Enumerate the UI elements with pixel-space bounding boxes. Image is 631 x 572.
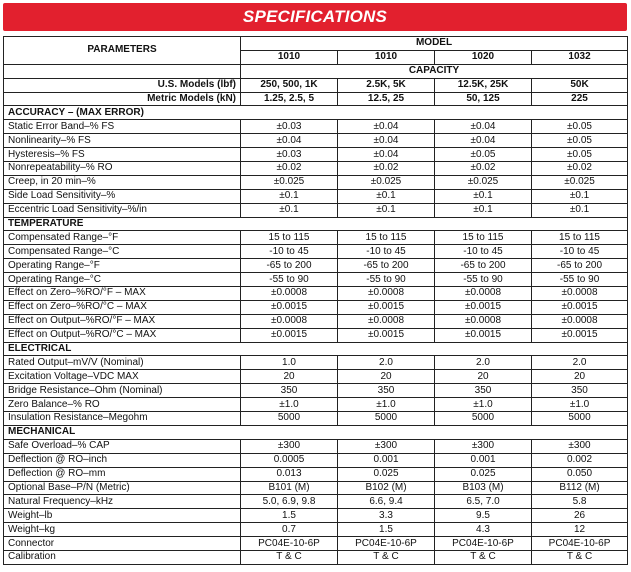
spec-row: [4, 231, 628, 245]
spec-value: ±0.04: [338, 120, 435, 134]
model-number: 1010: [241, 50, 338, 64]
model-number: 1020: [435, 50, 532, 64]
header-row-capacity: [4, 64, 628, 78]
spec-value: -10 to 45: [241, 245, 338, 259]
spec-value: 0.001: [338, 453, 435, 467]
capacity-header: CAPACITY: [241, 64, 628, 78]
spec-label: Creep, in 20 min–%: [4, 175, 241, 189]
spec-value: 2.0: [338, 356, 435, 370]
spec-row: [4, 245, 628, 259]
spec-value: PC04E-10-6P: [435, 537, 532, 551]
metric-models-row: [4, 92, 628, 106]
spec-value: 26: [532, 509, 628, 523]
metric-capacity-value: 1.25, 2.5, 5: [241, 92, 338, 106]
spec-value: ±0.0015: [532, 300, 628, 314]
spec-value: ±0.03: [241, 148, 338, 162]
spec-row: [4, 148, 628, 162]
section-header-row: [4, 425, 628, 439]
us-capacity-value: 12.5K, 25K: [435, 78, 532, 92]
spec-row: [4, 300, 628, 314]
spec-value: ±0.0015: [435, 328, 532, 342]
spec-value: 0.001: [435, 453, 532, 467]
us-capacity-value: 50K: [532, 78, 628, 92]
spec-label: Weight–lb: [4, 509, 241, 523]
spec-value: 0.013: [241, 467, 338, 481]
spec-value: 0.025: [435, 467, 532, 481]
spec-value: 20: [241, 370, 338, 384]
us-models-row: [4, 78, 628, 92]
spec-value: ±0.02: [241, 162, 338, 176]
model-number: 1032: [532, 50, 628, 64]
section-title: TEMPERATURE: [4, 217, 628, 231]
spec-value: PC04E-10-6P: [241, 537, 338, 551]
spec-value: T & C: [338, 550, 435, 564]
spec-row: [4, 467, 628, 481]
page-title: SPECIFICATIONS: [242, 7, 388, 26]
spec-value: -10 to 45: [435, 245, 532, 259]
spec-row: [4, 189, 628, 203]
spec-row: [4, 259, 628, 273]
spec-row: [4, 439, 628, 453]
spec-value: ±300: [532, 439, 628, 453]
spec-label: Rated Output–mV/V (Nominal): [4, 356, 241, 370]
section-title: MECHANICAL: [4, 425, 628, 439]
spec-label: Natural Frequency–kHz: [4, 495, 241, 509]
spec-label: Insulation Resistance–Megohm: [4, 412, 241, 426]
spec-label: Safe Overload–% CAP: [4, 439, 241, 453]
spec-row: [4, 356, 628, 370]
spec-value: ±0.1: [532, 203, 628, 217]
spec-value: ±0.0008: [338, 287, 435, 301]
section-header-row: [4, 342, 628, 356]
spec-label: Compensated Range–°F: [4, 231, 241, 245]
spec-label: Deflection @ RO–mm: [4, 467, 241, 481]
spec-value: 15 to 115: [241, 231, 338, 245]
spec-value: T & C: [241, 550, 338, 564]
spec-value: 6.6, 9.4: [338, 495, 435, 509]
spec-row: [4, 481, 628, 495]
spec-label: Connector: [4, 537, 241, 551]
spec-value: -65 to 200: [241, 259, 338, 273]
spec-row: [4, 537, 628, 551]
spec-value: 0.0005: [241, 453, 338, 467]
spec-value: ±0.0008: [435, 314, 532, 328]
spec-value: ±0.0015: [532, 328, 628, 342]
spec-row: [4, 162, 628, 176]
spec-row: [4, 550, 628, 564]
spec-value: ±0.0015: [241, 328, 338, 342]
spec-value: ±0.1: [435, 189, 532, 203]
model-header: MODEL: [241, 37, 628, 51]
spec-value: ±0.04: [435, 120, 532, 134]
spec-value: -65 to 200: [338, 259, 435, 273]
spec-value: ±0.0008: [532, 287, 628, 301]
spec-label: Compensated Range–°C: [4, 245, 241, 259]
spec-row: [4, 495, 628, 509]
specifications-table: [3, 36, 628, 565]
spec-value: ±0.04: [435, 134, 532, 148]
spec-value: B112 (M): [532, 481, 628, 495]
section-title: ACCURACY – (MAX ERROR): [4, 106, 628, 120]
spec-label: Operating Range–°C: [4, 273, 241, 287]
spec-value: T & C: [532, 550, 628, 564]
spec-label: Nonlinearity–% FS: [4, 134, 241, 148]
spec-label: Optional Base–P/N (Metric): [4, 481, 241, 495]
spec-value: 6.5, 7.0: [435, 495, 532, 509]
us-capacity-value: 2.5K, 5K: [338, 78, 435, 92]
spec-value: B103 (M): [435, 481, 532, 495]
spec-row: [4, 287, 628, 301]
spec-value: B102 (M): [338, 481, 435, 495]
spec-value: 5000: [338, 412, 435, 426]
spec-row: [4, 370, 628, 384]
section-header-row: [4, 217, 628, 231]
spec-label: Effect on Zero–%RO/°F – MAX: [4, 287, 241, 301]
spec-value: 350: [532, 384, 628, 398]
spec-value: ±0.0008: [435, 287, 532, 301]
spec-row: [4, 453, 628, 467]
spec-value: 350: [241, 384, 338, 398]
spec-value: ±0.0008: [241, 314, 338, 328]
spec-value: ±0.03: [241, 120, 338, 134]
spec-row: [4, 175, 628, 189]
spec-label: Bridge Resistance–Ohm (Nominal): [4, 384, 241, 398]
spec-value: -65 to 200: [532, 259, 628, 273]
spec-value: ±0.025: [532, 175, 628, 189]
spec-value: ±0.05: [532, 134, 628, 148]
spec-label: Excitation Voltage–VDC MAX: [4, 370, 241, 384]
spec-value: ±0.1: [338, 203, 435, 217]
spec-value: ±0.04: [338, 134, 435, 148]
spec-value: 0.050: [532, 467, 628, 481]
spec-value: ±0.025: [435, 175, 532, 189]
spec-value: ±0.04: [338, 148, 435, 162]
header-row-model: [4, 37, 628, 51]
spec-value: 1.5: [338, 523, 435, 537]
spec-value: ±0.02: [532, 162, 628, 176]
spec-value: B101 (M): [241, 481, 338, 495]
spec-label: Effect on Output–%RO/°C – MAX: [4, 328, 241, 342]
spec-value: ±1.0: [338, 398, 435, 412]
spec-label: Weight–kg: [4, 523, 241, 537]
metric-capacity-value: 225: [532, 92, 628, 106]
spec-value: 2.0: [435, 356, 532, 370]
spec-row: [4, 384, 628, 398]
spec-value: ±300: [435, 439, 532, 453]
spec-row: [4, 398, 628, 412]
spec-value: ±0.0008: [532, 314, 628, 328]
spec-value: 5.0, 6.9, 9.8: [241, 495, 338, 509]
spec-value: -65 to 200: [435, 259, 532, 273]
spec-value: ±0.1: [435, 203, 532, 217]
spec-value: ±0.025: [241, 175, 338, 189]
spec-value: 12: [532, 523, 628, 537]
spec-value: 350: [338, 384, 435, 398]
us-models-label: U.S. Models (lbf): [4, 78, 241, 92]
spec-label: Zero Balance–% RO: [4, 398, 241, 412]
spec-value: ±1.0: [241, 398, 338, 412]
spec-value: 3.3: [338, 509, 435, 523]
spec-value: ±300: [338, 439, 435, 453]
spec-row: [4, 203, 628, 217]
spec-value: -55 to 90: [241, 273, 338, 287]
spec-value: 1.0: [241, 356, 338, 370]
spec-value: ±300: [241, 439, 338, 453]
capacity-spacer: [4, 64, 241, 78]
spec-value: ±0.1: [241, 189, 338, 203]
specifications-banner: [3, 3, 627, 31]
section-title: ELECTRICAL: [4, 342, 628, 356]
spec-value: 20: [435, 370, 532, 384]
spec-value: -10 to 45: [338, 245, 435, 259]
spec-value: 9.5: [435, 509, 532, 523]
spec-value: ±0.1: [338, 189, 435, 203]
spec-value: 5000: [435, 412, 532, 426]
spec-row: [4, 523, 628, 537]
spec-value: -55 to 90: [338, 273, 435, 287]
spec-value: T & C: [435, 550, 532, 564]
spec-value: 15 to 115: [532, 231, 628, 245]
spec-value: 5.8: [532, 495, 628, 509]
metric-capacity-value: 50, 125: [435, 92, 532, 106]
spec-value: ±1.0: [532, 398, 628, 412]
spec-label: Deflection @ RO–inch: [4, 453, 241, 467]
spec-value: ±0.0015: [241, 300, 338, 314]
spec-label: Operating Range–°F: [4, 259, 241, 273]
spec-value: 20: [532, 370, 628, 384]
spec-value: 4.3: [435, 523, 532, 537]
spec-value: ±0.0015: [435, 300, 532, 314]
spec-value: 1.5: [241, 509, 338, 523]
spec-value: 15 to 115: [435, 231, 532, 245]
spec-value: 0.002: [532, 453, 628, 467]
spec-value: ±1.0: [435, 398, 532, 412]
spec-label: Calibration: [4, 550, 241, 564]
metric-capacity-value: 12.5, 25: [338, 92, 435, 106]
spec-label: Static Error Band–% FS: [4, 120, 241, 134]
spec-row: [4, 509, 628, 523]
spec-value: ±0.0015: [338, 300, 435, 314]
spec-value: 15 to 115: [338, 231, 435, 245]
spec-label: Side Load Sensitivity–%: [4, 189, 241, 203]
spec-value: ±0.1: [241, 203, 338, 217]
spec-row: [4, 328, 628, 342]
spec-value: ±0.025: [338, 175, 435, 189]
spec-value: 0.7: [241, 523, 338, 537]
spec-value: 20: [338, 370, 435, 384]
spec-value: ±0.05: [532, 120, 628, 134]
spec-label: Eccentric Load Sensitivity–%/in: [4, 203, 241, 217]
spec-value: -55 to 90: [532, 273, 628, 287]
spec-value: ±0.05: [435, 148, 532, 162]
spec-value: 2.0: [532, 356, 628, 370]
spec-value: PC04E-10-6P: [338, 537, 435, 551]
spec-value: -55 to 90: [435, 273, 532, 287]
spec-value: ±0.02: [338, 162, 435, 176]
spec-value: -10 to 45: [532, 245, 628, 259]
metric-models-label: Metric Models (kN): [4, 92, 241, 106]
spec-value: ±0.1: [532, 189, 628, 203]
spec-value: ±0.0008: [241, 287, 338, 301]
spec-value: 5000: [241, 412, 338, 426]
spec-value: PC04E-10-6P: [532, 537, 628, 551]
spec-value: 350: [435, 384, 532, 398]
spec-label: Effect on Output–%RO/°F – MAX: [4, 314, 241, 328]
spec-row: [4, 273, 628, 287]
spec-row: [4, 314, 628, 328]
us-capacity-value: 250, 500, 1K: [241, 78, 338, 92]
spec-value: ±0.0008: [338, 314, 435, 328]
spec-label: Nonrepeatability–% RO: [4, 162, 241, 176]
spec-value: ±0.0015: [338, 328, 435, 342]
spec-value: ±0.02: [435, 162, 532, 176]
spec-value: ±0.05: [532, 148, 628, 162]
spec-value: 5000: [532, 412, 628, 426]
spec-row: [4, 412, 628, 426]
model-number: 1010: [338, 50, 435, 64]
spec-row: [4, 134, 628, 148]
section-header-row: [4, 106, 628, 120]
spec-value: 0.025: [338, 467, 435, 481]
spec-label: Effect on Zero–%RO/°C – MAX: [4, 300, 241, 314]
spec-row: [4, 120, 628, 134]
spec-value: ±0.04: [241, 134, 338, 148]
spec-label: Hysteresis–% FS: [4, 148, 241, 162]
parameters-header: PARAMETERS: [4, 37, 241, 65]
